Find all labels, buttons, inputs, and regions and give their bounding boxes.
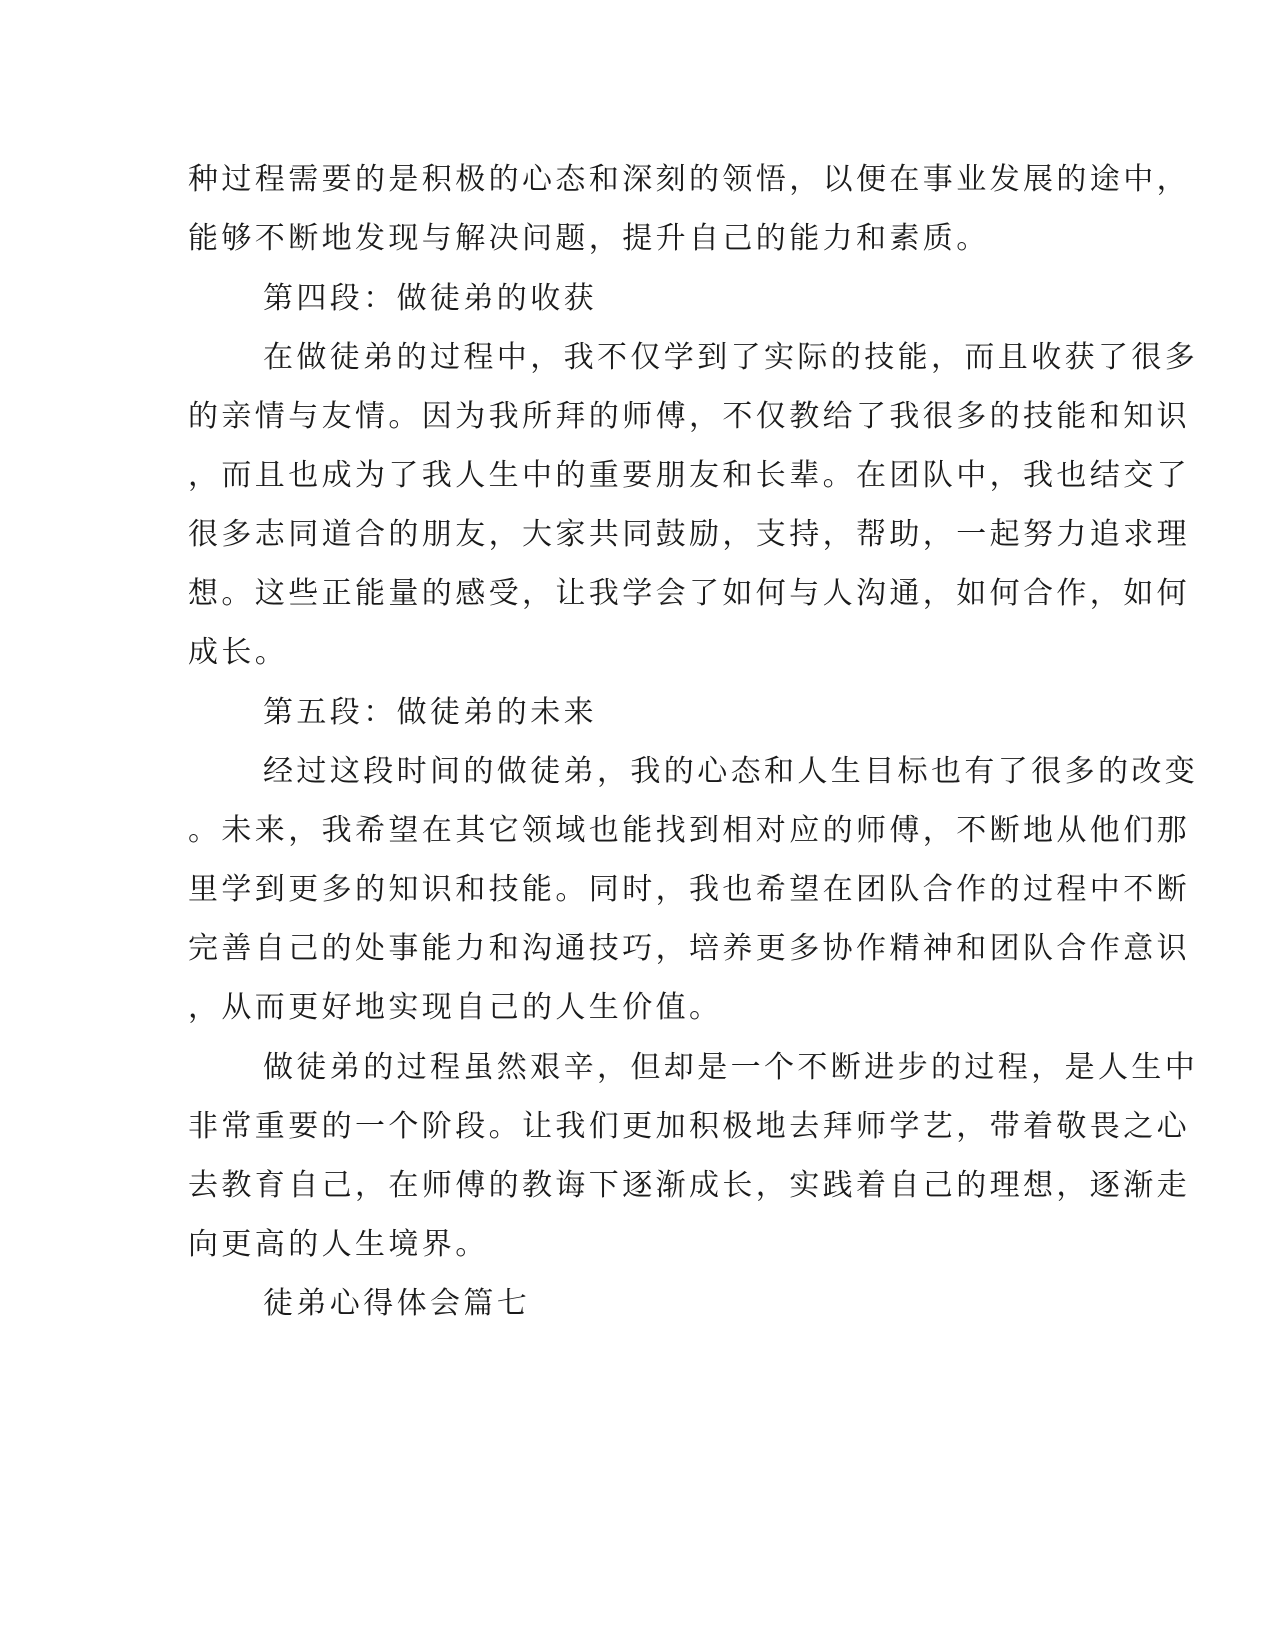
body-text-line: 很多志同道合的朋友，大家共同鼓励，支持，帮助，一起努力追求理 — [188, 517, 1190, 552]
body-text-line: 种过程需要的是积极的心态和深刻的领悟，以便在事业发展的途中， — [188, 162, 1190, 197]
body-text-line: 想。这些正能量的感受，让我学会了如何与人沟通，如何合作，如何 — [188, 576, 1190, 611]
body-text-line: 完善自己的处事能力和沟通技巧，培养更多协作精神和团队合作意识 — [188, 931, 1190, 966]
body-text-line: 。未来，我希望在其它领域也能找到相对应的师傅，不断地从他们那 — [188, 813, 1190, 848]
body-text-line: 去教育自己，在师傅的教诲下逐渐成长，实践着自己的理想，逐渐走 — [188, 1168, 1190, 1203]
body-text-line: ，而且也成为了我人生中的重要朋友和长辈。在团队中，我也结交了 — [188, 458, 1190, 493]
body-text-line: ，从而更好地实现自己的人生价值。 — [188, 990, 723, 1025]
section-heading: 徒弟心得体会篇七 — [263, 1286, 531, 1321]
body-text-line: 的亲情与友情。因为我所拜的师傅，不仅教给了我很多的技能和知识 — [188, 399, 1190, 434]
body-text-line: 能够不断地发现与解决问题，提升自己的能力和素质。 — [188, 221, 990, 256]
body-text-line: 里学到更多的知识和技能。同时，我也希望在团队合作的过程中不断 — [188, 872, 1190, 907]
section-heading: 第五段：做徒弟的未来 — [263, 695, 597, 730]
body-text-line: 成长。 — [188, 635, 289, 670]
body-text-line: 向更高的人生境界。 — [188, 1227, 489, 1262]
body-text-line: 经过这段时间的做徒弟，我的心态和人生目标也有了很多的改变 — [263, 754, 1199, 789]
body-text-line: 在做徒弟的过程中，我不仅学到了实际的技能，而且收获了很多 — [263, 340, 1199, 375]
section-heading: 第四段：做徒弟的收获 — [263, 281, 597, 316]
body-text-line: 非常重要的一个阶段。让我们更加积极地去拜师学艺，带着敬畏之心 — [188, 1109, 1190, 1144]
body-text-line: 做徒弟的过程虽然艰辛，但却是一个不断进步的过程，是人生中 — [263, 1050, 1199, 1085]
